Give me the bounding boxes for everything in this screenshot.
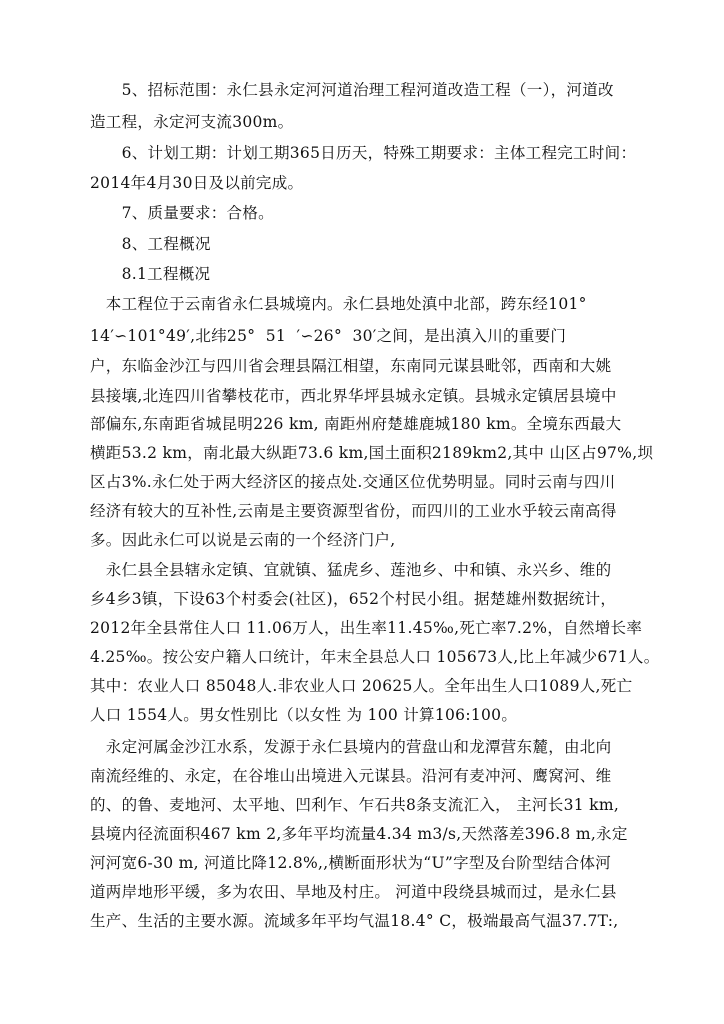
text-line: 永定河属金沙江水系，发源于永仁县境内的营盘山和龙潭营东麓，由北向 — [90, 738, 612, 756]
text-line: 县接壤,北连四川省攀枝花市，西北界华坪县城永定镇。县城永定镇居县境中 — [90, 387, 617, 405]
text-line: 道两岸地形平缓，多为农田、旱地及村庄。 河道中段绕县城而过，是永仁县 — [90, 883, 617, 901]
text-line: 4.25‰。按公安户籍人口统计，年末全县总人口 105673人,比上年减少671人。 — [90, 648, 660, 666]
text-line: 河河宽6-30 m, 河道比降12.8%,,横断面形状为“U”字型及台阶型结合体河 — [90, 854, 612, 872]
text-line: 6、计划工期：计划工期365日历天，特殊工期要求：主体工程完工时间： — [90, 144, 637, 162]
text-line: 生产、生活的主要水源。流域多年平均气温18.4° C，极端最高气温37.7T:, — [90, 912, 619, 930]
text-line: 多。因此永仁可以说是云南的一个经济门户, — [90, 531, 396, 549]
text-line: 乡4乡3镇，下设63个村委会(社区)，652个村民小组。据楚雄州数据统计， — [90, 590, 617, 608]
text-line: 14′∽101°49′,北纬25° 51 ′∽26° 30′之间，是出滇入川的重要门 — [90, 327, 567, 345]
section-heading: 8、工程概况 — [90, 235, 211, 253]
text-line: 造工程，永定河支流300m。 — [90, 113, 294, 131]
text-line: 县境内径流面积467 km 2,多年平均流量4.34 m3/s,天然落差396.8 m,永定 — [90, 825, 628, 843]
text-line: 5、招标范围：永仁县永定河河道治理工程河道改造工程（一），河道改 — [90, 81, 614, 99]
text-line: 7、质量要求：合格。 — [90, 204, 274, 222]
text-line: 2014年4月30日及以前完成。 — [90, 174, 304, 192]
text-line: 其中：农业人口 85048人.非农业人口 20625人。全年出生人口1089人,死亡 — [90, 677, 633, 695]
text-line: 部偏东,东南距省城昆明226 km, 南距州府楚雄鹿城180 km。全境东西最大 — [90, 415, 622, 433]
text-line: 横距53.2 km，南北最大纵距73.6 km,国土面积2189km2,其中 山区占97%,坝 — [90, 444, 654, 462]
text-line: 的、的鲁、麦地河、太平地、凹利乍、乍石共8条支流汇入， 主河长31 km, — [90, 796, 620, 814]
text-line: 户，东临金沙江与四川省会理县隔江相望，东南同元谋县毗邻，西南和大姚 — [90, 357, 612, 375]
text-line: 永仁县全县辖永定镇、宜就镇、猛虎乡、莲池乡、中和镇、永兴乡、维的 — [90, 561, 612, 579]
text-line: 区占3%.永仁处于两大经济区的接点处.交通区位优势明显。同时云南与四川 — [90, 473, 616, 491]
text-line: 人口 1554人。男女性别比（以女性 为 100 计算106:100。 — [90, 706, 518, 724]
section-heading: 8.1工程概况 — [90, 265, 211, 283]
text-line: 南流经维的、永定，在谷堆山出境进入元谋县。沿河有麦冲河、鹰窝河、维 — [90, 767, 612, 785]
text-line: 经济有较大的互补性,云南是主要资源型省份，而四川的工业水乎较云南高得 — [90, 502, 617, 520]
text-line: 2012年全县常住人口 11.06万人，出生率11.45‰,死亡率7.2%，自然增长率 — [90, 619, 643, 637]
text-line: 本工程位于云南省永仁县城境内。永仁县地处滇中北部，跨东经101° — [90, 295, 587, 313]
